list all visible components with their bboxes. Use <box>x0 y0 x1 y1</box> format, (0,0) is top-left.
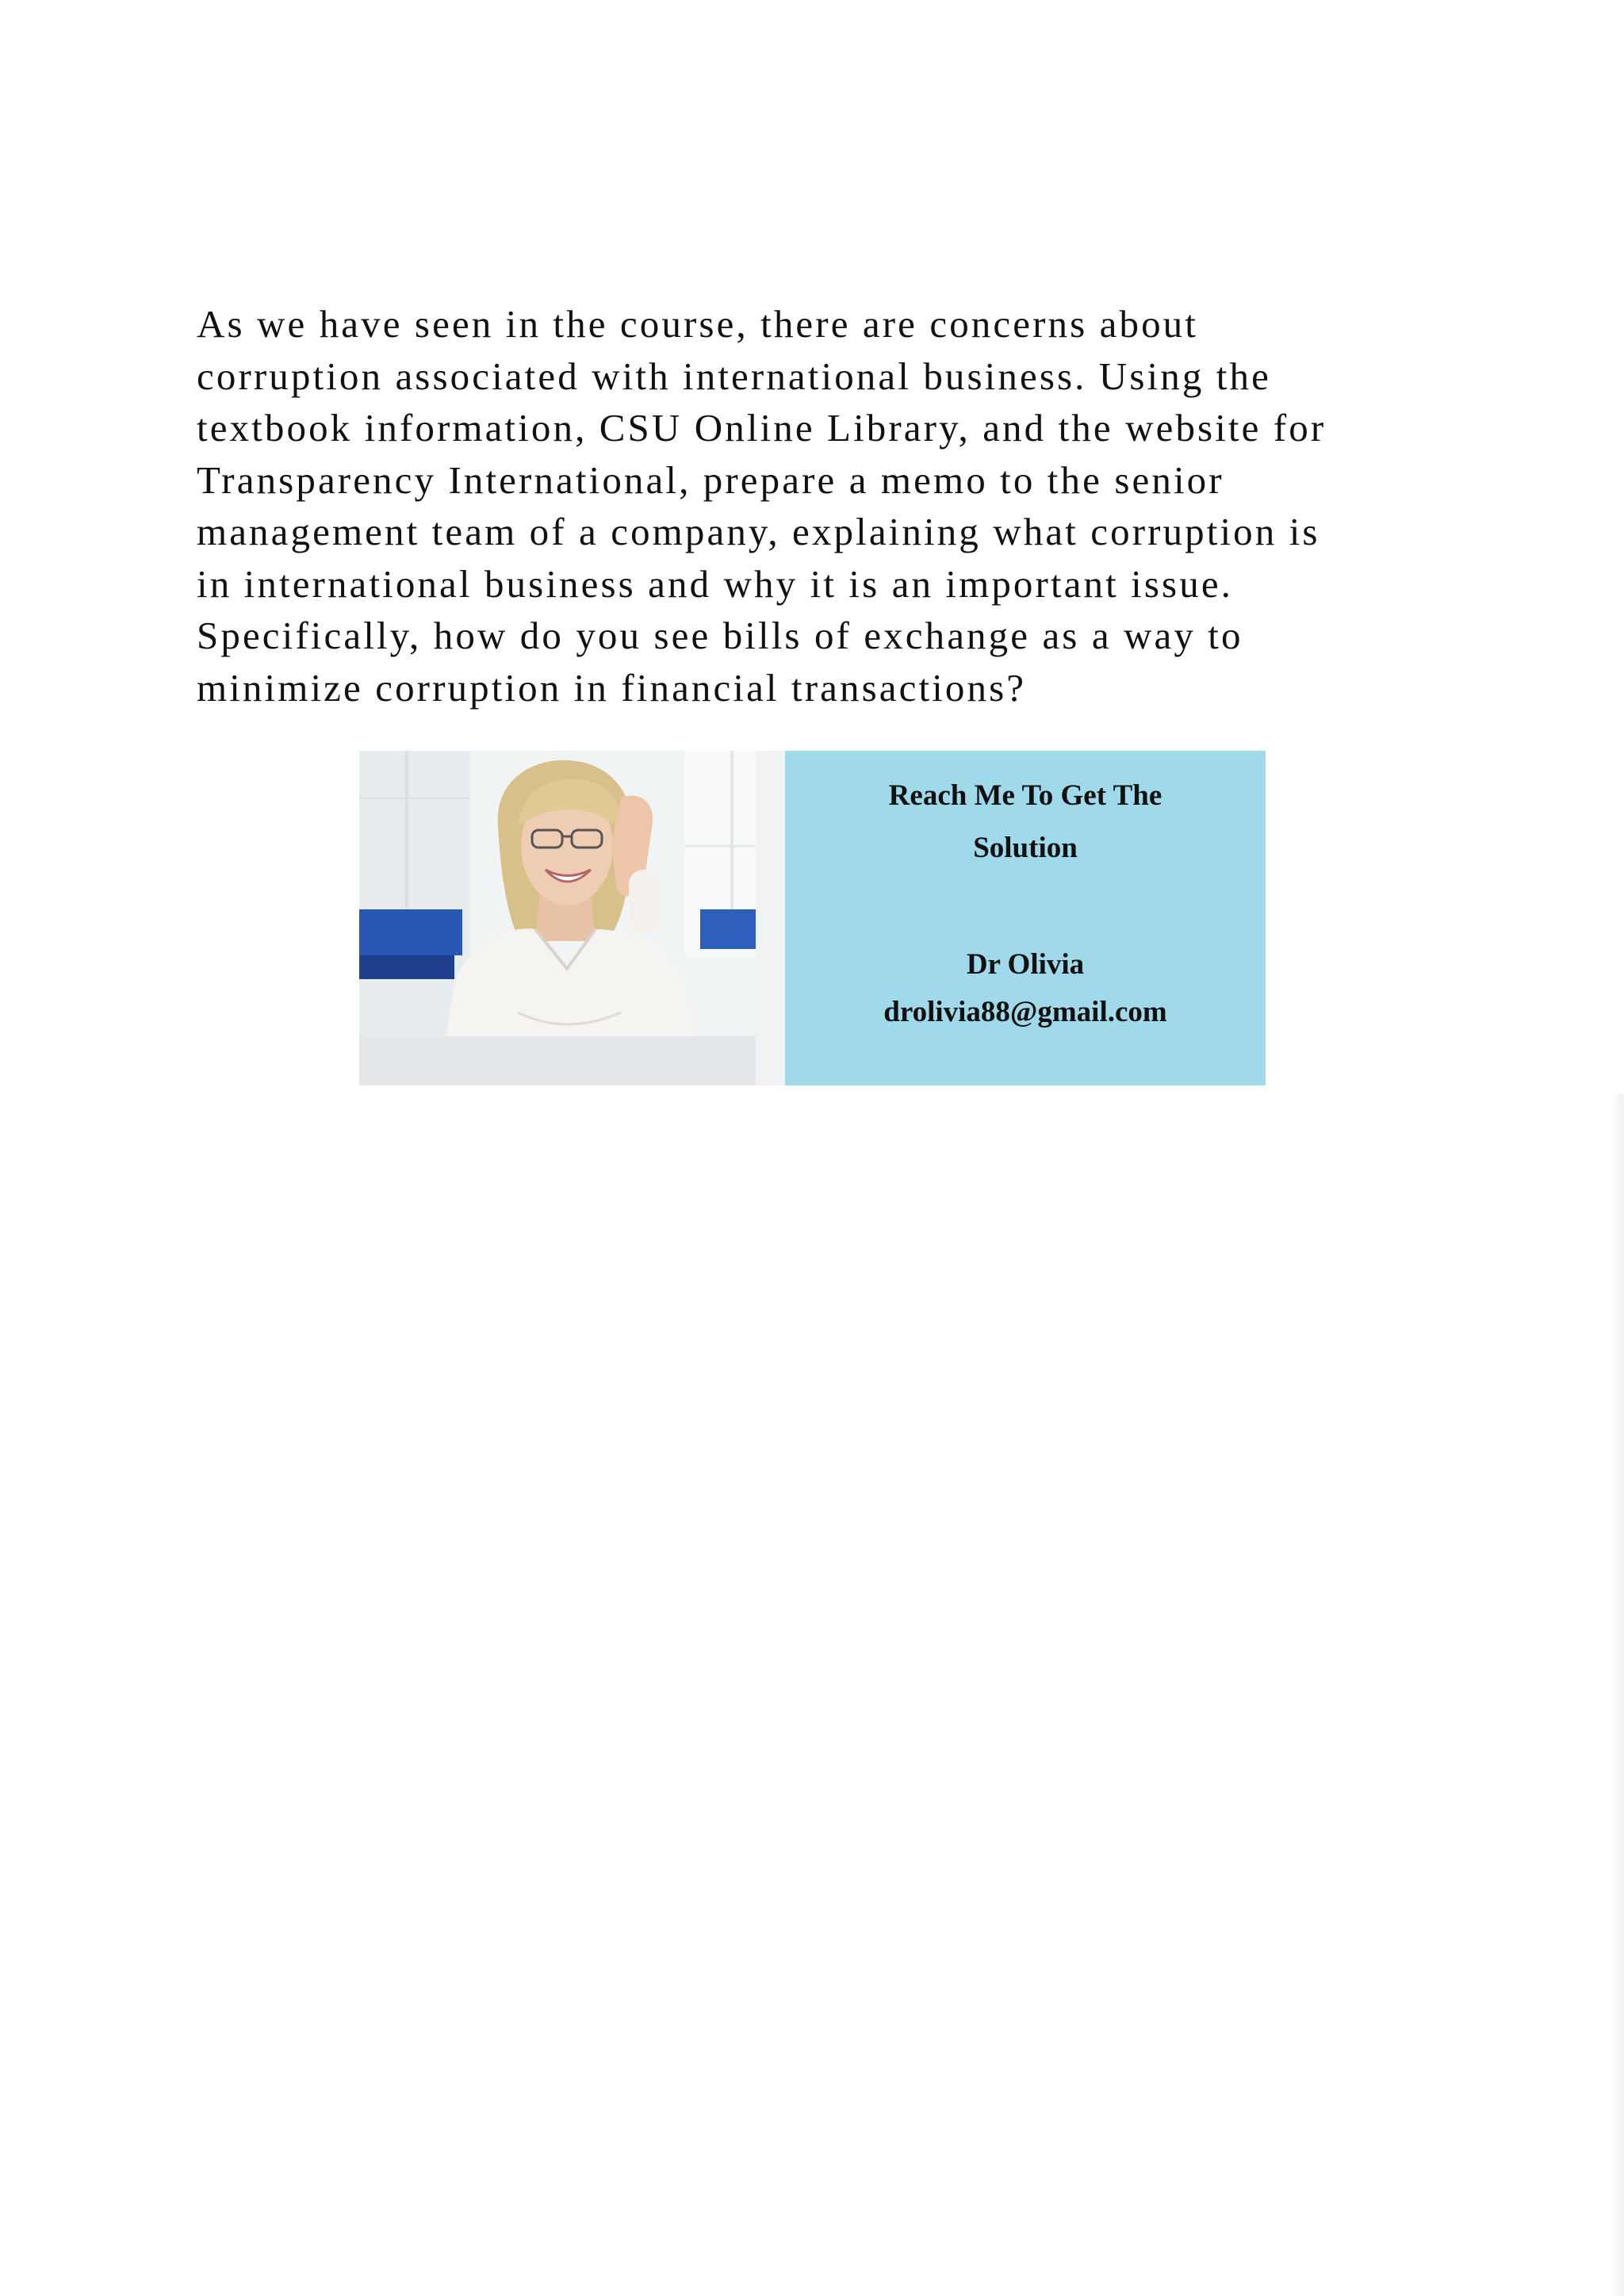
paragraph-line: management team of a company, explaining what corruption is <box>197 510 1320 553</box>
paragraph-line: As we have seen in the course, there are concerns about <box>197 302 1198 346</box>
paragraph-line: textbook information, CSU Online Library, and the website for <box>197 406 1327 450</box>
contact-info-panel <box>785 751 1266 1085</box>
paragraph-line: Specifically, how do you see bills of exchange as a way to <box>197 614 1243 657</box>
paragraph-line: Transparency International, prepare a memo to the senior <box>197 457 1224 502</box>
paragraph-line: corruption associated with international business. Using the <box>197 354 1271 398</box>
contact-name: Dr Olivia <box>966 948 1085 981</box>
ad-headline: Reach Me To Get The <box>888 779 1162 812</box>
contact-ad-banner <box>359 751 1266 1085</box>
paragraph-line: in international business and why it is an important issue. <box>197 561 1234 606</box>
assignment-paragraph <box>197 298 1434 714</box>
ad-headline: Solution <box>973 832 1078 864</box>
contact-email: drolivia88@gmail.com <box>883 996 1167 1028</box>
page-edge-shadow <box>1610 1094 1624 2296</box>
woman-photo-icon <box>359 751 785 1085</box>
paragraph-line: minimize corruption in financial transactions? <box>197 665 1027 710</box>
